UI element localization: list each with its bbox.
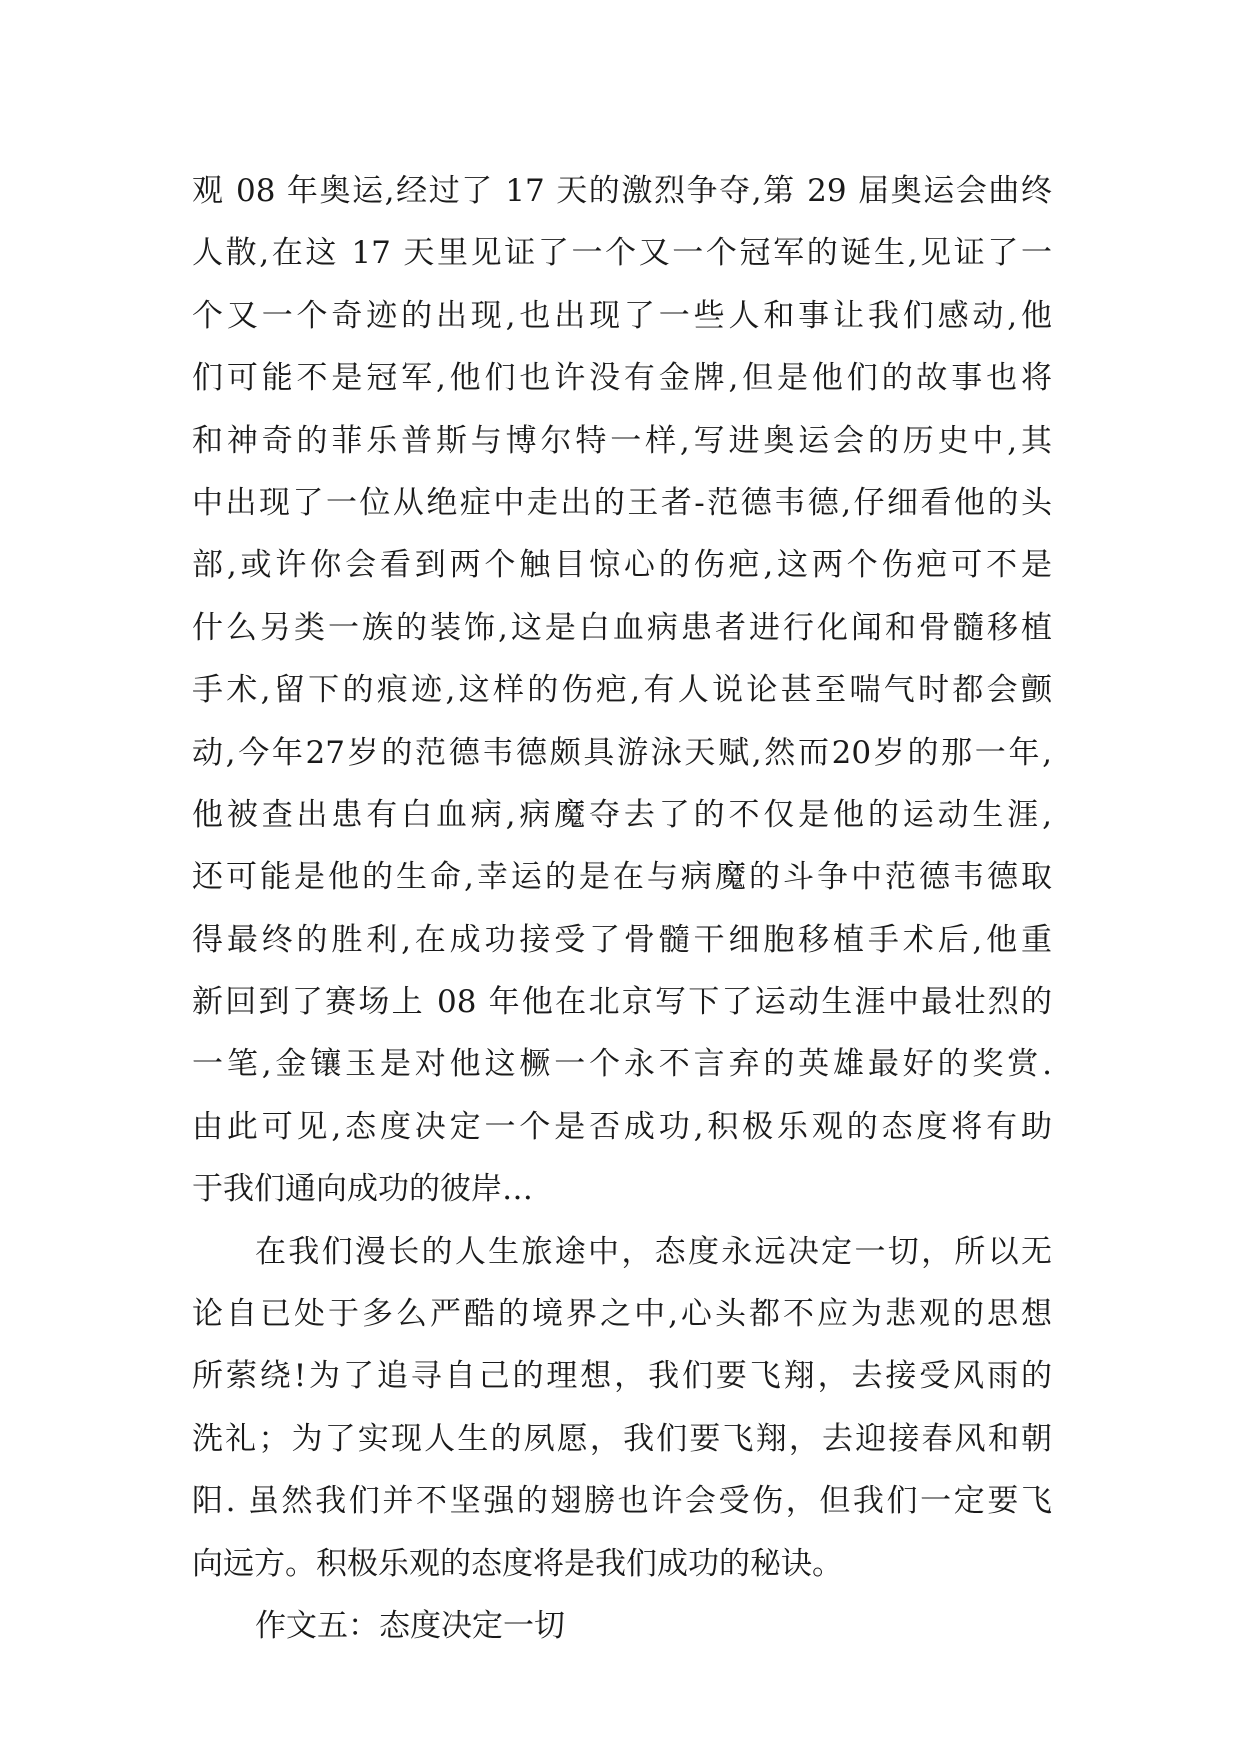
text-line: 还可能是他的生命,幸运的是在与病魔的斗争中范德韦德取 <box>192 859 1052 896</box>
body-text <box>192 160 1052 1657</box>
text-line: 和神奇的菲乐普斯与博尔特一样,写进奥运会的历史中,其 <box>192 422 1052 459</box>
text-line: 什么另类一族的装饰,这是白血病患者进行化闻和骨髓移植 <box>192 609 1052 646</box>
text-line: 得最终的胜利,在成功接受了骨髓干细胞移植手术后,他重 <box>192 921 1052 958</box>
text-line: 新回到了赛场上 08 年他在北京写下了运动生涯中最壮烈的 <box>192 984 1052 1021</box>
text-line: 人散,在这 17 天里见证了一个又一个冠军的诞生,见证了一 <box>192 235 1052 272</box>
text-line: 观 08 年奥运,经过了 17 天的激烈争夺,第 29 届奥运会曲终 <box>192 173 1052 209</box>
text-line: 中出现了一位从绝症中走出的王者-范德韦德,仔细看他的头 <box>192 484 1052 521</box>
section-heading: 作文五：态度决定一切 <box>255 1607 565 1644</box>
text-line: 由此可见,态度决定一个是否成功,积极乐观的态度将有助 <box>192 1108 1052 1145</box>
text-line: 个又一个奇迹的出现,也出现了一些人和事让我们感动,他 <box>192 297 1052 334</box>
text-line: 动,今年27岁的范德韦德颇具游泳天赋,然而20岁的那一年, <box>192 734 1052 771</box>
text-line: 部,或许你会看到两个触目惊心的伤疤,这两个伤疤可不是 <box>192 547 1052 584</box>
text-line: 洗礼；为了实现人生的夙愿，我们要飞翔，去迎接春风和朝 <box>192 1420 1052 1457</box>
text-line: 他被查出患有白血病,病魔夺去了的不仅是他的运动生涯, <box>192 796 1052 833</box>
text-line: 于我们通向成功的彼岸… <box>192 1171 533 1208</box>
text-line: 手术,留下的痕迹,这样的伤疤,有人说论甚至喘气时都会颤 <box>192 672 1052 709</box>
text-line: 一笔,金镶玉是对他这橛一个永不言弃的英雄最好的奖赏. <box>192 1046 1052 1083</box>
text-line: 论自已处于多么严酷的境界之中,心头都不应为悲观的思想 <box>192 1296 1052 1333</box>
text-line: 阳. 虽然我们并不坚强的翅膀也许会受伤，但我们一定要飞 <box>192 1483 1052 1520</box>
paragraph-start-line: 在我们漫长的人生旅途中，态度永远决定一切，所以无 <box>255 1233 1052 1270</box>
text-line: 们可能不是冠军,他们也许没有金牌,但是他们的故事也将 <box>192 360 1052 397</box>
text-line: 所萦绕!为了追寻自己的理想，我们要飞翔，去接受风雨的 <box>192 1358 1052 1395</box>
text-line: 向远方。积极乐观的态度将是我们成功的秘诀。 <box>192 1545 843 1582</box>
